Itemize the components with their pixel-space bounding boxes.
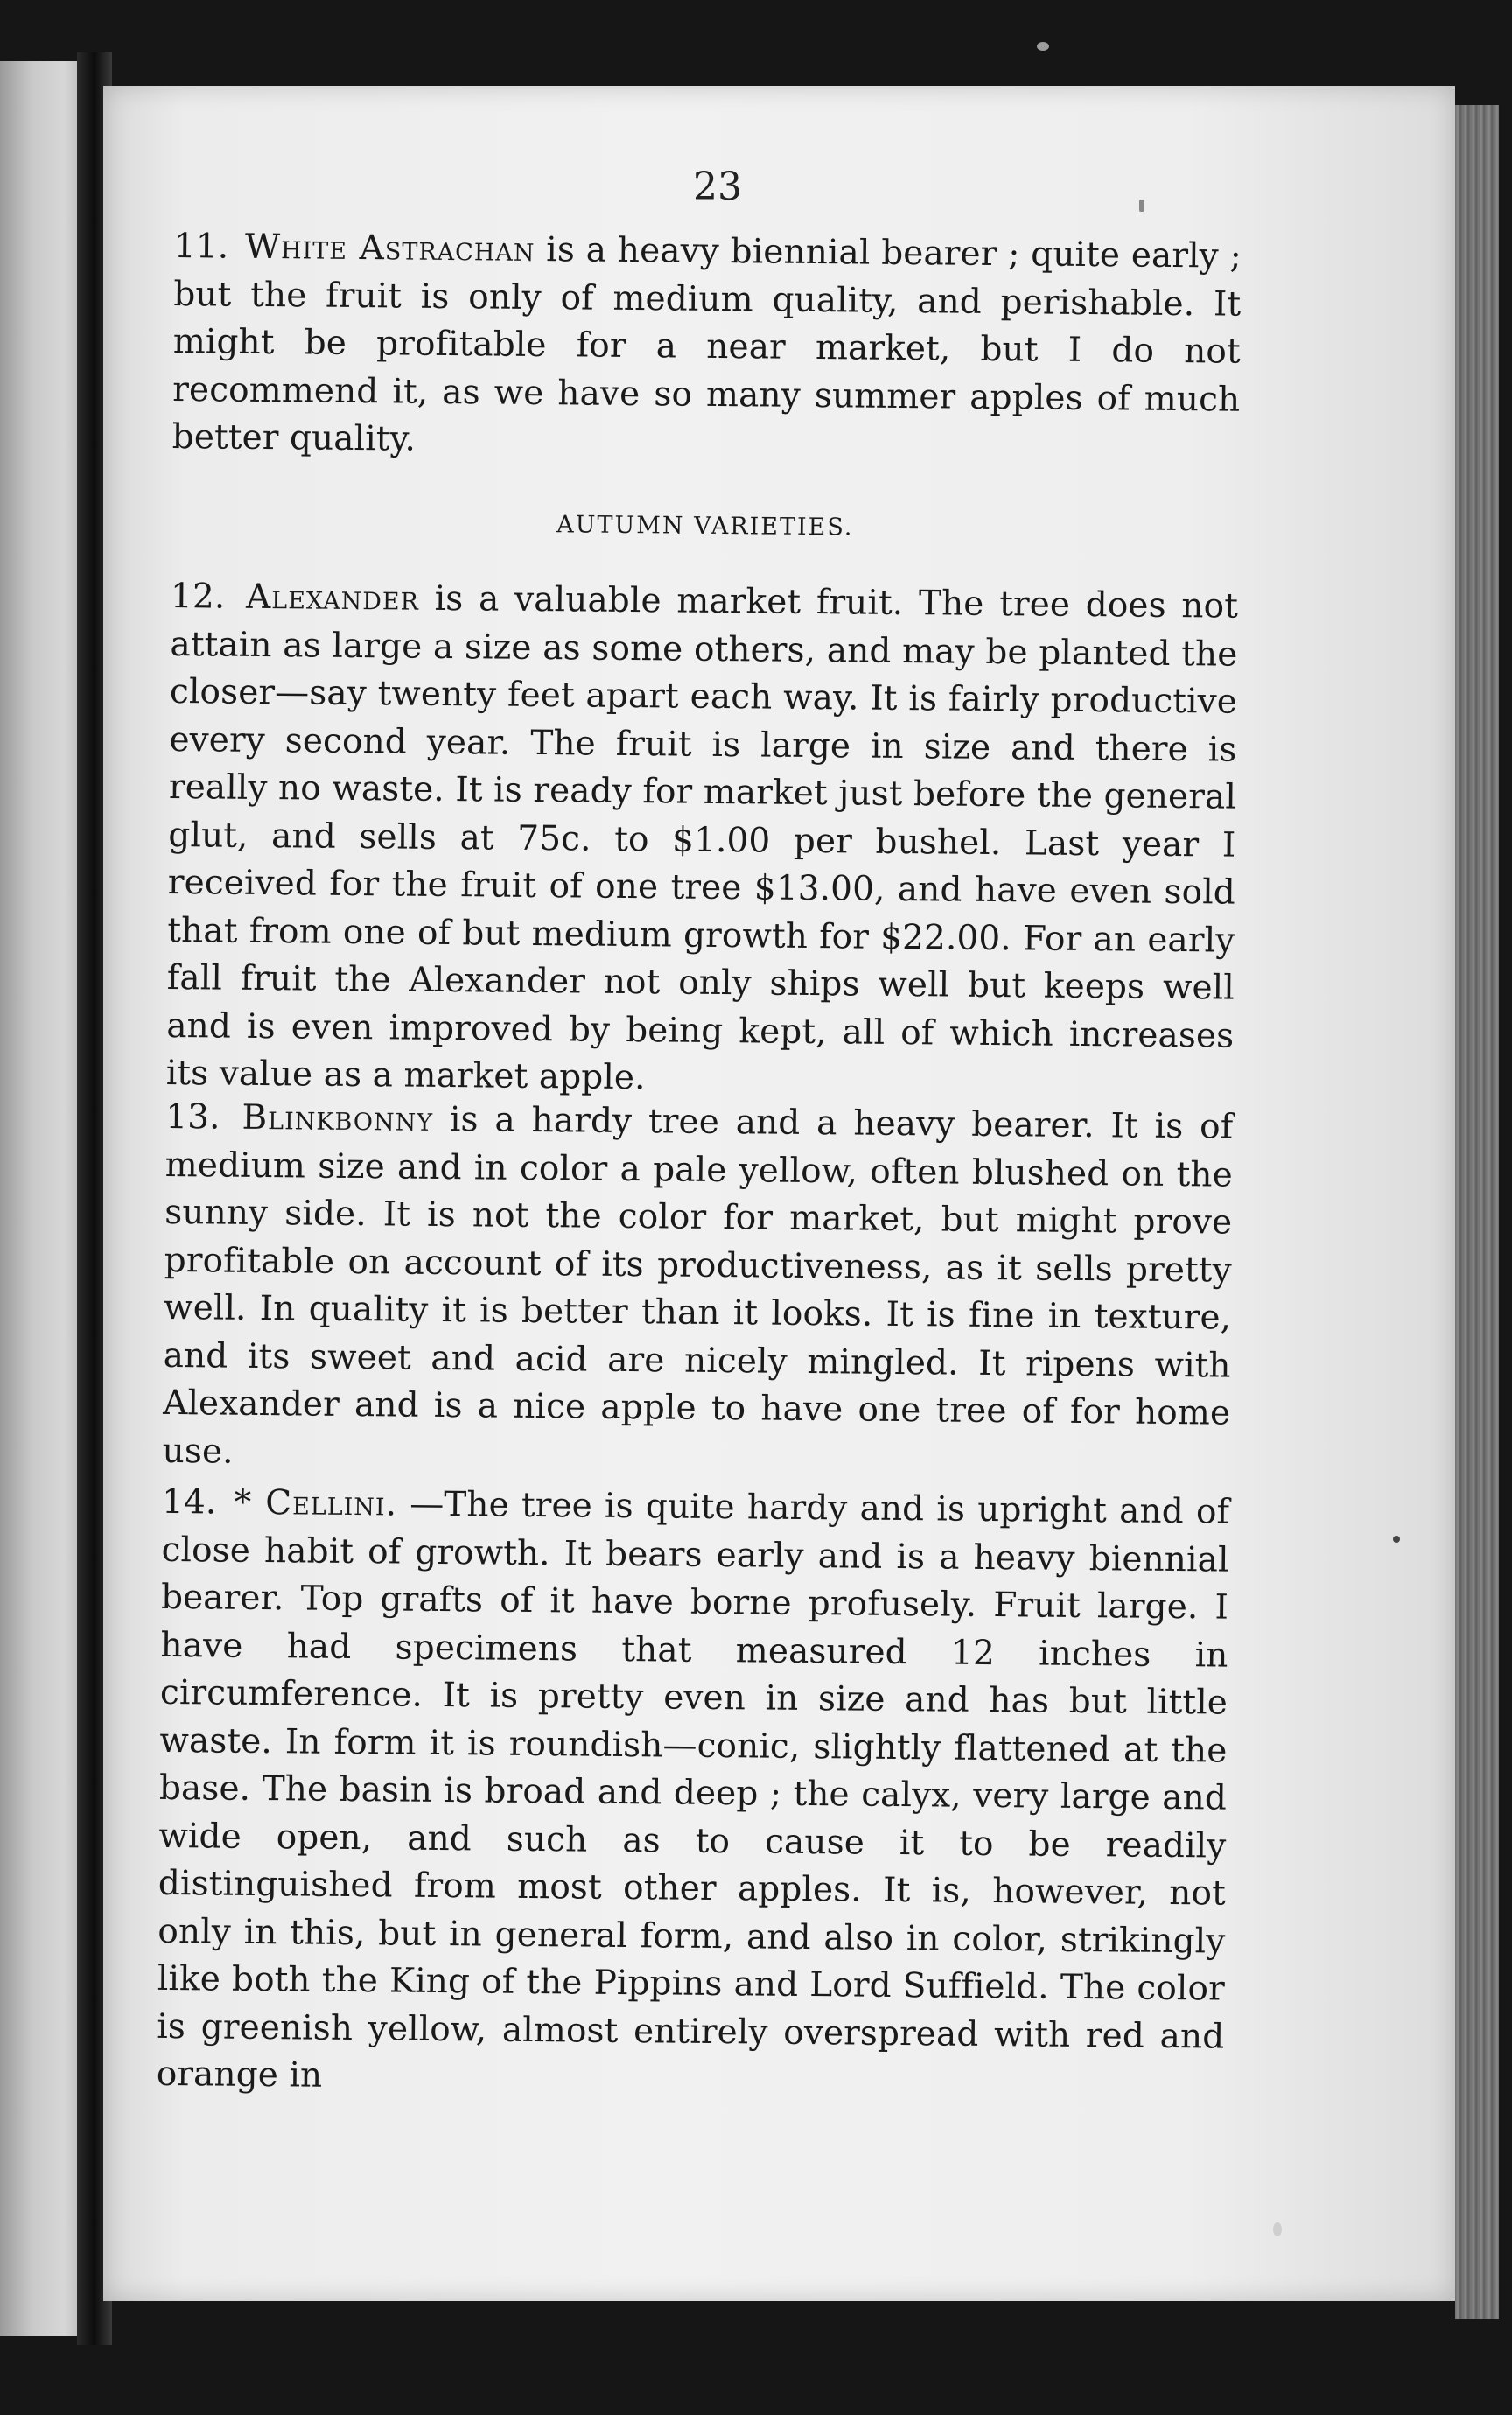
paragraph-number: 12. — [170, 576, 226, 617]
variety-name: * Cellini. — [234, 1482, 398, 1524]
paragraph-alexander — [166, 573, 1239, 1108]
variety-name: Alexander — [245, 577, 420, 619]
paragraph-blinkbonny — [162, 1094, 1233, 1486]
paragraph-body: —The tree is quite hardy and is upright and of close habit of growth. It bears early and is a heavy biennial bearer. Top grafts of it have borne profusely. Fruit large. I have had specimens that measured 12 inches in circumference. It is pretty even in size and has but little waste. In form it is roundish—conic, slightly flattened at the base. The basin is broad and deep ; the calyx, very large and wide open, and such as to cause it to be readily distinguished from most other apples. It is, however, not only in this, but in general form, and also in color, strikingly like both the King of the Pippins and Lord Suffield. The color is greenish yellow, almost entirely overspread with red and orange in — [156, 1484, 1230, 2096]
paragraph-number: 14. — [161, 1481, 217, 1522]
section-heading: AUTUMN VARIETIES. — [556, 511, 854, 542]
page-stack-edge — [1455, 105, 1499, 2319]
facing-page-edge — [0, 61, 80, 2336]
paragraph-number: 13. — [165, 1096, 220, 1138]
paragraph-cellini — [157, 1479, 1230, 2109]
paragraph-body: is a hardy tree and a heavy bearer. It is of medium size and in color a pale yellow, often blushed on the sunny side. It is not the color for market, but might prove profitable on account of its productiveness, as it sells pretty well. In quality it is better than it looks. It is fine in texture, and its sweet and acid are nicely mingled. It ripens with Alexander and is a nice apple to have one tree of for home use. — [162, 1100, 1234, 1472]
page-number: 23 — [693, 164, 742, 209]
paragraph-body: is a valuable market fruit. The tree does not attain as large a size as some others, and may be planted the closer—say twenty feet apart each way. It is fairly productive every second year. The fruit is large in size and there is really no waste. It is ready for market just before the general glut, and sells at 75c. to $1.00 per bushel. Last year I received for the fruit of one tree $13.00, and have even sold that from one of but medium growth for $22.00. For an early fall fruit the Alexander not only ships well but keeps well and is even improved by being kept, all of which increases its value as a market apple. — [165, 578, 1239, 1098]
paragraph-white-astrachan — [172, 223, 1242, 472]
variety-name: Blinkbonny — [242, 1097, 434, 1139]
paragraph-number: 11. — [173, 226, 229, 267]
variety-name: White Astrachan — [244, 227, 536, 270]
paragraph-body: is a heavy biennial bearer ; quite early ; but the fruit is only of medium quality, and perishable. It might be profitable for a near market, but I do not recommend it, as we have so many summer apples of much better quality. — [172, 230, 1242, 459]
